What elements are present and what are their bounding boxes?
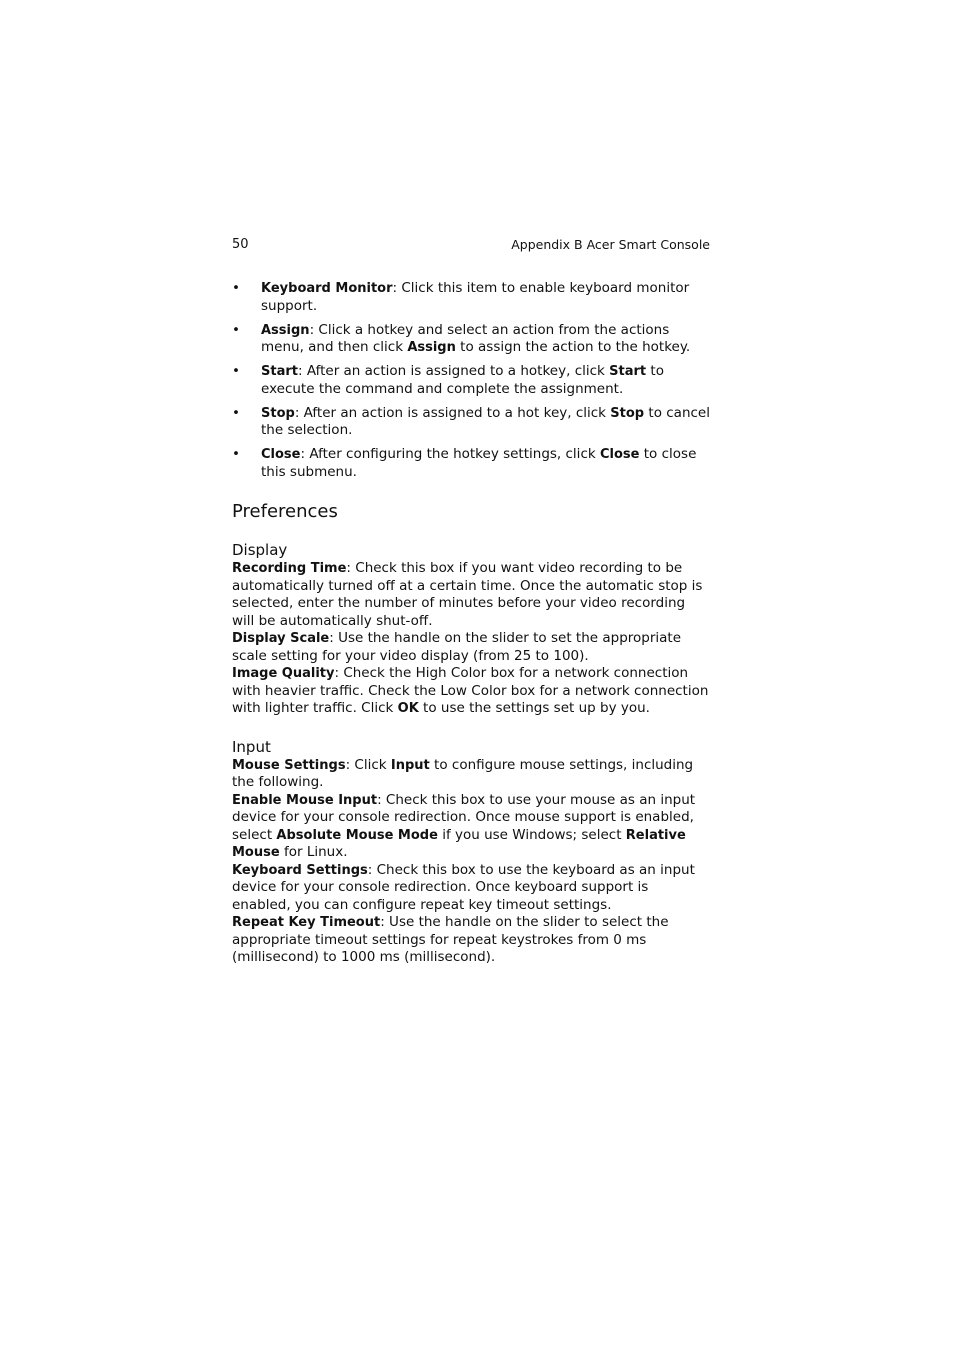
bullet-icon: • <box>232 321 240 338</box>
list-item-keyboard-monitor <box>232 280 710 315</box>
page-number: 50 <box>232 237 249 252</box>
term-repeat-key-timeout: Repeat Key Timeout <box>232 915 381 930</box>
term-recording-time: Recording Time <box>232 561 347 576</box>
term-enable-mouse-input: Enable Mouse Input <box>232 792 378 808</box>
desc-display-scale: : Use the handle on the slider to set the appropriate scale setting for your video display (from 25 to 100). <box>232 630 682 664</box>
term-stop: Stop <box>261 405 295 421</box>
desc-assign-tail: to assign the action to the hotkey. <box>455 339 691 355</box>
desc-stop: : After an action is assigned to a hot key, click <box>294 404 611 421</box>
subsection-title-input: Input <box>232 737 271 756</box>
inline-term-start: Start <box>609 364 647 379</box>
desc-close-tail: to close this submenu. <box>261 446 697 480</box>
subsection-title-display: Display <box>232 541 288 559</box>
desc-image-quality: : Check the High Color box for a network connection with heavier traffic. Check the Low Color box for a network connection with lighter traffic. Click <box>232 665 709 716</box>
list-item-close <box>232 446 710 481</box>
desc-enable-mouse-input-tail: for Linux. <box>279 844 348 860</box>
bullet-icon: • <box>232 280 240 296</box>
term-assign: Assign <box>261 322 310 338</box>
section-title-preferences: Preferences <box>232 501 338 522</box>
para-image-quality <box>232 665 710 718</box>
para-keyboard-settings <box>232 862 710 915</box>
bullet-icon: • <box>232 404 240 421</box>
para-recording-time <box>232 560 710 630</box>
desc-start-tail: to execute the command and complete the assignment. <box>261 363 664 397</box>
running-title: Appendix B Acer Smart Console <box>511 237 710 252</box>
desc-mouse-settings-tail: to configure mouse settings, including the following. <box>232 756 694 790</box>
term-mouse-settings: Mouse Settings <box>232 757 346 773</box>
para-display-scale <box>232 630 710 665</box>
inline-term-relative-mouse: Relative Mouse <box>232 827 686 860</box>
bullet-icon: • <box>232 446 240 462</box>
para-mouse-settings <box>232 757 710 792</box>
desc-assign: : Click a hotkey and select an action from the actions menu, and then click <box>261 321 670 355</box>
page-content <box>232 280 710 967</box>
inline-term-stop: Stop <box>610 405 645 421</box>
inline-term-input: Input <box>390 757 430 773</box>
desc-stop-tail: to cancel the selection. <box>261 404 710 438</box>
term-close: Close <box>261 447 301 462</box>
term-start: Start <box>261 364 298 379</box>
list-item-stop <box>232 405 710 440</box>
term-keyboard-monitor: Keyboard Monitor <box>261 281 393 296</box>
page-header <box>232 237 710 257</box>
desc-close: : After configuring the hotkey settings, click <box>300 446 600 462</box>
inline-term-assign: Assign <box>407 340 456 355</box>
term-display-scale: Display Scale <box>232 631 330 646</box>
desc-start: : After an action is assigned to a hotkey, click <box>297 363 610 379</box>
desc-mouse-settings: : Click <box>345 756 391 773</box>
list-item-start <box>232 363 710 398</box>
desc-keyboard-monitor: : Click this item to enable keyboard monitor support. <box>261 280 690 314</box>
desc-repeat-key-timeout: : Use the handle on the slider to select the appropriate timeout settings for repeat keystrokes from 0 ms (millisecond) to 1000 ms (millisecond). <box>232 914 669 965</box>
term-image-quality: Image Quality <box>232 666 335 681</box>
desc-enable-mouse-input: : Check this box to use your mouse as an input device for your console redirection. Once mouse support is enabled, select <box>232 791 696 843</box>
desc-keyboard-settings: : Check this box to use the keyboard as an input device for your console redirection. Once keyboard support is enabled, you can configure repeat key timeout settings. <box>232 861 695 913</box>
inline-term-ok: OK <box>397 701 419 716</box>
desc-image-quality-tail: to use the settings set up by you. <box>418 700 650 716</box>
para-repeat-key-timeout <box>232 914 710 967</box>
bullet-icon: • <box>232 363 240 379</box>
term-keyboard-settings: Keyboard Settings <box>232 862 368 878</box>
list-item-assign <box>232 322 710 357</box>
inline-term-absolute-mouse-mode: Absolute Mouse Mode <box>276 827 438 843</box>
desc-recording-time: : Check this box if you want video recording to be automatically turned off at a certain time. Once the automatic stop is selected, enter the number of minutes before your video recording will be automatically shut-off. <box>232 560 703 629</box>
hotkey-options-list <box>232 280 710 481</box>
desc-enable-mouse-input-middle: if you use Windows; select <box>437 826 626 843</box>
para-enable-mouse-input <box>232 792 710 862</box>
inline-term-close: Close <box>599 447 640 462</box>
